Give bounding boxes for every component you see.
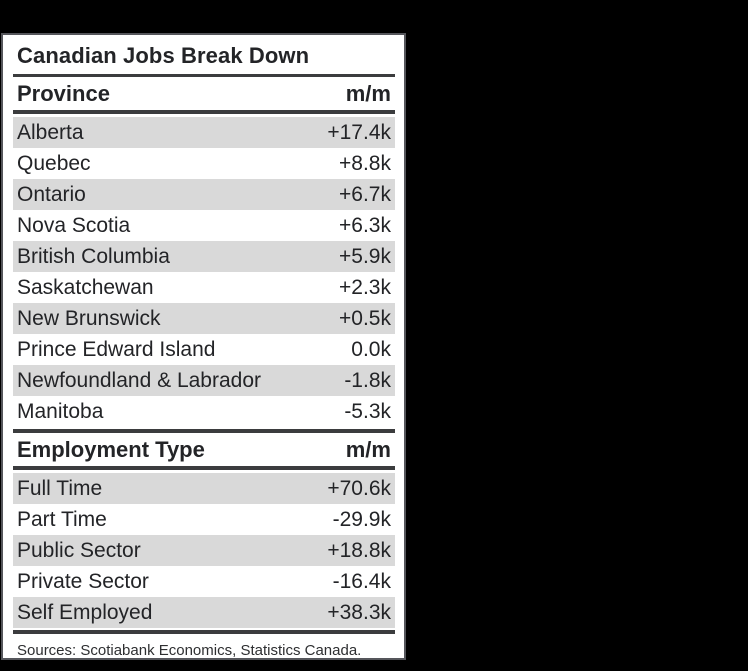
row-value: +0.5k: [339, 306, 391, 330]
row-value: +6.7k: [339, 182, 391, 206]
table-row: [13, 241, 395, 272]
row-value: +2.3k: [339, 275, 391, 299]
table-row: [13, 272, 395, 303]
table-row: [13, 597, 395, 628]
column-header-province: Province: [17, 81, 110, 106]
table-row: [13, 179, 395, 210]
row-label: British Columbia: [17, 244, 170, 268]
table-row: [13, 396, 395, 427]
table-row: [13, 210, 395, 241]
row-value: -1.8k: [344, 368, 391, 392]
province-rows: [13, 117, 395, 427]
table-title: Canadian Jobs Break Down: [17, 43, 310, 68]
table-row: [13, 473, 395, 504]
table-row: [13, 365, 395, 396]
table-row: [13, 535, 395, 566]
row-label: Self Employed: [17, 600, 153, 624]
table-row: [13, 148, 395, 179]
row-value: -29.9k: [332, 507, 391, 531]
row-label: Alberta: [17, 120, 84, 144]
employment-rows: [13, 473, 395, 628]
row-label: Public Sector: [17, 538, 141, 562]
row-label: New Brunswick: [17, 306, 161, 330]
table-row: [13, 504, 395, 535]
table-row: [13, 566, 395, 597]
row-value: +5.9k: [339, 244, 391, 268]
row-value: +8.8k: [339, 151, 391, 175]
row-label: Manitoba: [17, 399, 104, 423]
row-value: -5.3k: [344, 399, 391, 423]
row-value: +18.8k: [327, 538, 391, 562]
row-label: Prince Edward Island: [17, 337, 216, 361]
table-row: [13, 117, 395, 148]
divider: [13, 110, 395, 114]
source-note: Sources: Scotiabank Economics, Statistics Canada.: [17, 642, 362, 659]
row-value: -16.4k: [332, 569, 391, 593]
province-header-row: [13, 77, 395, 110]
row-label: Full Time: [17, 476, 103, 500]
row-value: +6.3k: [339, 213, 391, 237]
employment-header-row: [13, 433, 395, 466]
row-value: +38.3k: [327, 600, 391, 624]
row-value: 0.0k: [351, 337, 391, 361]
column-header-employment-type: Employment Type: [17, 437, 205, 462]
jobs-table-panel: [1, 33, 406, 660]
row-value: +17.4k: [327, 120, 391, 144]
column-header-mm: m/m: [345, 437, 391, 462]
row-value: +70.6k: [327, 476, 391, 500]
table-row: [13, 334, 395, 365]
row-label: Saskatchewan: [17, 275, 154, 299]
divider: [13, 466, 395, 470]
column-header-mm: m/m: [345, 81, 391, 106]
row-label: Part Time: [17, 507, 107, 531]
row-label: Private Sector: [17, 569, 149, 593]
row-label: Nova Scotia: [17, 213, 131, 237]
row-label: Quebec: [17, 151, 91, 175]
row-label: Ontario: [17, 182, 86, 206]
table-row: [13, 303, 395, 334]
row-label: Newfoundland & Labrador: [17, 368, 262, 392]
